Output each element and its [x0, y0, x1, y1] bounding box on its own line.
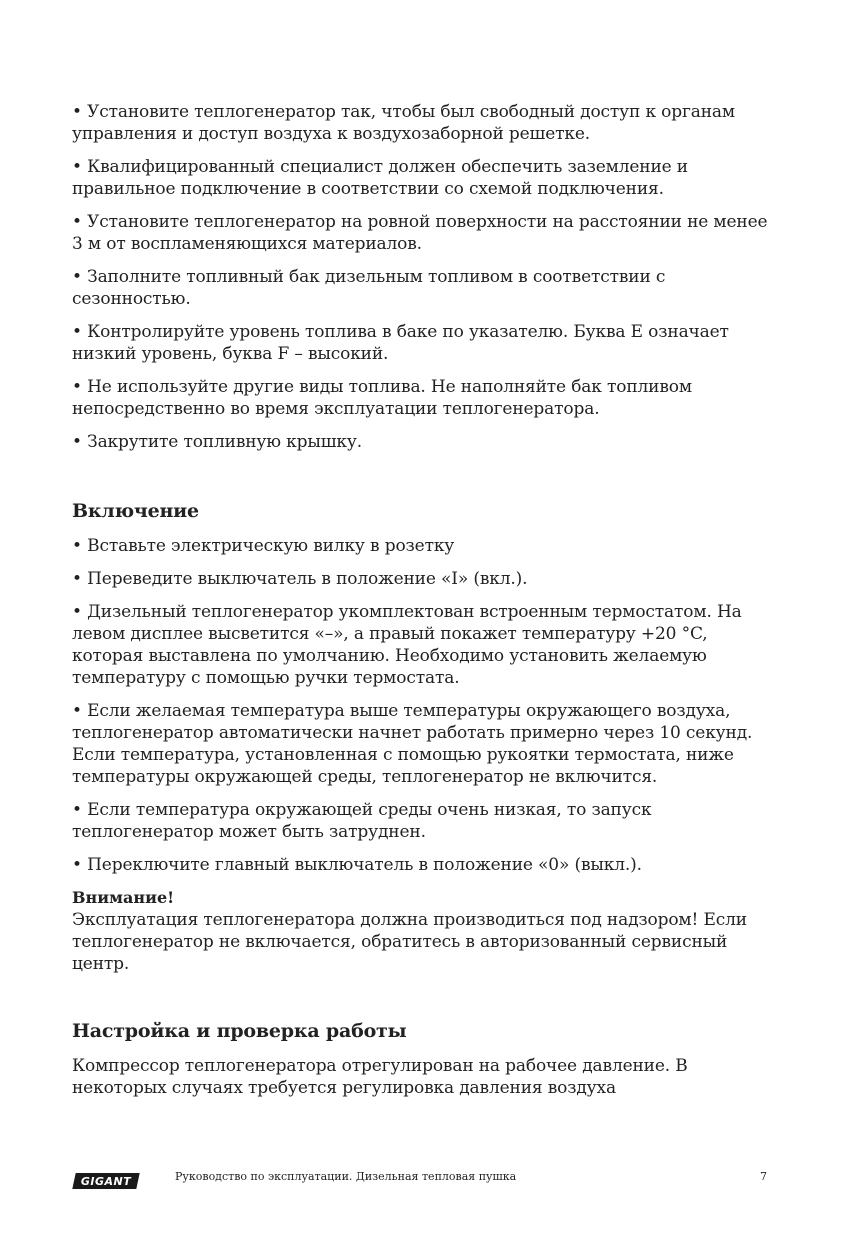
footer-title: Руководство по эксплуатации. Дизельная тепловая пушка — [175, 1170, 517, 1183]
page-content — [72, 101, 772, 1099]
list-item: • Заполните топливный бак дизельным топливом в соответствии с сезонностью. — [72, 267, 666, 309]
warning-title: Внимание! — [72, 888, 175, 907]
list-item: • Квалифицированный специалист должен обеспечить заземление и правильное подключение в соответствии со схемой подключения. — [72, 157, 688, 199]
list-item: • Закрутите топливную крышку. — [72, 432, 363, 452]
list-item: • Установите теплогенератор на ровной поверхности на расстоянии не менее 3 м от воспламеняющихся материалов. — [72, 212, 768, 254]
list-item: • Контролируйте уровень топлива в баке по указателю. Буква E означает низкий уровень, буква F – высокий. — [72, 322, 729, 364]
intro-list — [72, 101, 772, 453]
warning-block — [72, 887, 772, 975]
gigant-logo — [72, 1173, 139, 1189]
section-heading-setup: Настройка и проверка работы — [72, 1020, 407, 1042]
page-number: 7 — [760, 1170, 767, 1183]
section-heading-switch-on: Включение — [72, 500, 199, 522]
page-footer — [72, 1170, 772, 1192]
warning-text: Эксплуатация теплогенератора должна производиться под надзором! Если теплогенератор не включается, обратитесь в авторизованный сервисный центр. — [72, 910, 747, 974]
list-item: • Переключите главный выключатель в положение «0» (выкл.). — [72, 855, 642, 875]
list-item: • Если желаемая температура выше температуры окружающего воздуха, теплогенератор автоматически начнет работать примерно через 10 секунд. Если температура, установленная с помощью рукоятки термостата, ниже температуры окружающей среды, теплогенератор не включится. — [72, 701, 753, 787]
list-item: • Установите теплогенератор так, чтобы был свободный доступ к органам управления и доступ воздуха к воздухозаборной решетке. — [72, 102, 735, 144]
list-item: • Переведите выключатель в положение «I» (вкл.). — [72, 569, 528, 589]
list-item: • Дизельный теплогенератор укомплектован встроенным термостатом. На левом дисплее высветится «–», а правый покажет температуру +20 °C, которая выставлена по умолчанию. Необходимо установить желаемую температуру с помощью ручки термостата. — [72, 602, 742, 688]
list-item: • Не используйте другие виды топлива. Не наполняйте бак топливом непосредственно во время эксплуатации теплогенератора. — [72, 377, 692, 419]
list-item: • Вставьте электрическую вилку в розетку — [72, 536, 455, 556]
switch-on-section — [72, 499, 772, 975]
setup-section — [72, 1019, 772, 1099]
list-item: • Если температура окружающей среды очень низкая, то запуск теплогенератор может быть затруднен. — [72, 800, 652, 842]
setup-text: Компрессор теплогенератора отрегулирован на рабочее давление. В некоторых случаях требуется регулировка давления воздуха — [72, 1056, 688, 1098]
logo-text: GIGANT — [80, 1174, 132, 1188]
